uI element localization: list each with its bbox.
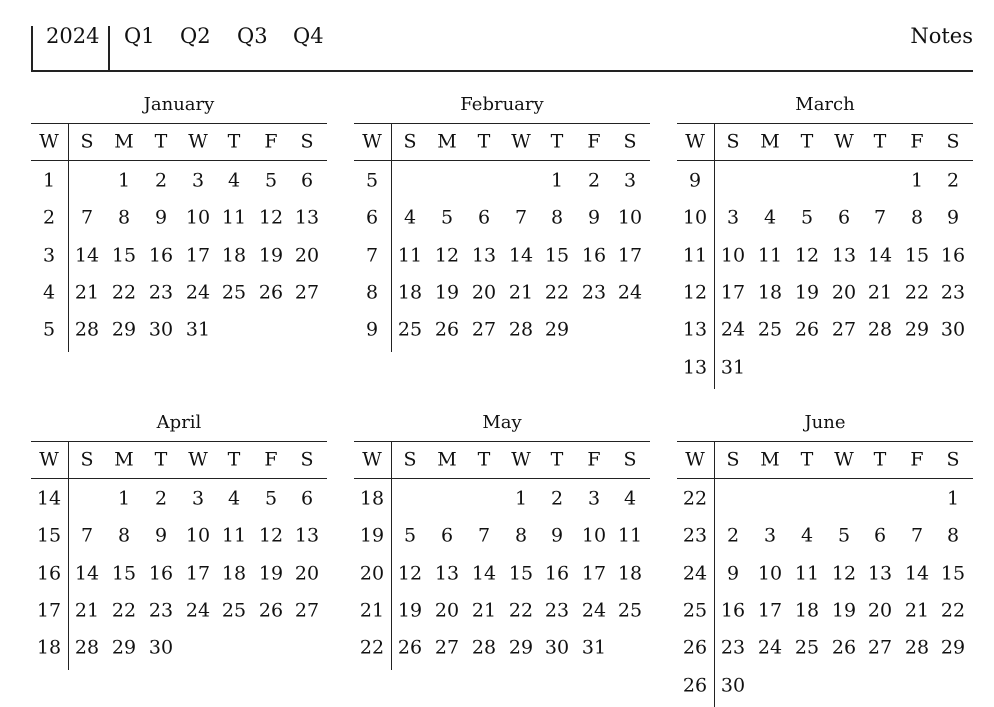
weekday-header: S — [403, 130, 417, 153]
day-cell[interactable]: 12 — [258, 206, 284, 229]
day-cell[interactable]: 8 — [117, 524, 131, 547]
day-cell[interactable]: 3 — [191, 487, 205, 510]
top-nav-bar — [31, 26, 973, 72]
week-number: 23 — [682, 524, 708, 547]
day-cell[interactable]: 11 — [757, 244, 783, 267]
weekday-header: F — [587, 448, 601, 471]
day-cell[interactable]: 7 — [873, 206, 887, 229]
day-cell[interactable]: 7 — [80, 524, 94, 547]
day-cell[interactable]: 3 — [763, 524, 777, 547]
day-cell[interactable]: 19 — [794, 281, 820, 304]
day-cell[interactable]: 8 — [550, 206, 564, 229]
week-number: 22 — [359, 636, 385, 659]
day-cell[interactable]: 6 — [300, 169, 314, 192]
day-cell[interactable]: 12 — [434, 244, 460, 267]
day-cell[interactable]: 22 — [508, 599, 534, 622]
day-cell[interactable]: 26 — [258, 599, 284, 622]
day-cell[interactable]: 21 — [508, 281, 534, 304]
day-cell[interactable]: 27 — [867, 636, 893, 659]
day-cell[interactable]: 19 — [831, 599, 857, 622]
weekday-header: T — [477, 130, 491, 153]
weekday-header: M — [760, 448, 780, 471]
day-cell[interactable]: 26 — [794, 318, 820, 341]
day-cell[interactable]: 20 — [434, 599, 460, 622]
week-number: 4 — [42, 281, 56, 304]
header-rule — [677, 478, 973, 479]
day-cell[interactable]: 7 — [477, 524, 491, 547]
day-cell[interactable]: 16 — [148, 562, 174, 585]
month-title[interactable]: May — [482, 412, 522, 433]
week-number: 1 — [42, 169, 56, 192]
week-number: 19 — [359, 524, 385, 547]
day-cell[interactable]: 5 — [837, 524, 851, 547]
weekday-header: W — [511, 448, 531, 471]
month-title[interactable]: February — [460, 94, 544, 115]
day-cell[interactable]: 26 — [258, 281, 284, 304]
week-number: 12 — [682, 281, 708, 304]
day-cell[interactable]: 29 — [111, 636, 137, 659]
day-cell[interactable]: 24 — [617, 281, 643, 304]
day-cell[interactable]: 28 — [471, 636, 497, 659]
day-cell[interactable]: 14 — [74, 244, 100, 267]
week-number: 5 — [365, 169, 379, 192]
day-cell[interactable]: 9 — [946, 206, 960, 229]
weekday-header: W — [685, 130, 705, 153]
day-cell[interactable]: 9 — [550, 524, 564, 547]
day-cell[interactable]: 22 — [940, 599, 966, 622]
day-cell[interactable]: 29 — [940, 636, 966, 659]
header-rule — [677, 160, 973, 161]
day-cell[interactable]: 8 — [910, 206, 924, 229]
day-cell[interactable]: 31 — [720, 356, 746, 378]
day-cell[interactable]: 12 — [794, 244, 820, 267]
weekday-header: S — [80, 448, 94, 471]
day-cell[interactable]: 27 — [471, 318, 497, 341]
day-cell[interactable]: 15 — [508, 562, 534, 585]
quarter-link-q1[interactable]: Q1 — [124, 24, 155, 48]
day-cell[interactable]: 25 — [221, 599, 247, 622]
day-cell[interactable]: 15 — [940, 562, 966, 585]
week-number: 9 — [688, 169, 702, 192]
day-cell[interactable]: 30 — [940, 318, 966, 341]
week-number: 22 — [682, 487, 708, 510]
day-cell[interactable]: 25 — [757, 318, 783, 341]
weekday-header: M — [114, 130, 134, 153]
day-cell[interactable]: 17 — [185, 562, 211, 585]
day-cell[interactable]: 5 — [403, 524, 417, 547]
week-number: 24 — [682, 562, 708, 585]
day-cell[interactable]: 6 — [477, 206, 491, 229]
day-cell[interactable]: 24 — [581, 599, 607, 622]
day-cell[interactable]: 18 — [221, 244, 247, 267]
week-number: 15 — [36, 524, 62, 547]
weekday-header: F — [264, 130, 278, 153]
day-cell[interactable]: 11 — [221, 206, 247, 229]
week-number: 13 — [682, 318, 708, 341]
weekday-header: T — [154, 130, 168, 153]
month-title[interactable]: June — [804, 412, 846, 433]
week-number: 14 — [36, 487, 62, 510]
day-cell[interactable]: 10 — [185, 524, 211, 547]
day-cell[interactable]: 28 — [74, 318, 100, 341]
weekday-header: S — [726, 130, 740, 153]
week-number: 26 — [682, 636, 708, 659]
day-cell[interactable]: 23 — [940, 281, 966, 304]
day-cell[interactable]: 25 — [221, 281, 247, 304]
day-cell[interactable]: 2 — [154, 169, 168, 192]
month-title[interactable]: March — [795, 94, 855, 115]
day-cell[interactable]: 10 — [581, 524, 607, 547]
day-cell[interactable]: 15 — [544, 244, 570, 267]
day-cell[interactable]: 3 — [587, 487, 601, 510]
day-cell[interactable]: 21 — [74, 599, 100, 622]
header-rule — [31, 160, 327, 161]
day-cell[interactable]: 23 — [148, 599, 174, 622]
day-cell[interactable]: 27 — [831, 318, 857, 341]
week-number: 26 — [682, 674, 708, 696]
day-cell[interactable]: 18 — [397, 281, 423, 304]
day-cell[interactable]: 9 — [587, 206, 601, 229]
month-top-rule — [31, 123, 327, 124]
weekday-header: S — [623, 130, 637, 153]
quarter-link-q4[interactable]: Q4 — [293, 24, 324, 48]
day-cell[interactable]: 10 — [185, 206, 211, 229]
day-cell[interactable]: 2 — [550, 487, 564, 510]
day-cell[interactable]: 2 — [946, 169, 960, 192]
weekday-header: T — [550, 448, 564, 471]
day-cell[interactable]: 14 — [904, 562, 930, 585]
header-rule — [354, 160, 650, 161]
weekday-header: F — [910, 448, 924, 471]
day-cell[interactable]: 8 — [946, 524, 960, 547]
week-number: 7 — [365, 244, 379, 267]
day-cell[interactable]: 17 — [757, 599, 783, 622]
day-cell[interactable]: 11 — [397, 244, 423, 267]
day-cell[interactable]: 5 — [264, 169, 278, 192]
weekday-header: F — [264, 448, 278, 471]
day-cell[interactable]: 10 — [757, 562, 783, 585]
week-column-rule — [391, 123, 392, 352]
day-cell[interactable]: 1 — [550, 169, 564, 192]
day-cell[interactable]: 9 — [726, 562, 740, 585]
weekday-header: T — [873, 448, 887, 471]
day-cell[interactable]: 19 — [397, 599, 423, 622]
day-cell[interactable]: 17 — [581, 562, 607, 585]
weekday-header: W — [188, 130, 208, 153]
weekday-header: W — [39, 448, 59, 471]
week-number: 21 — [359, 599, 385, 622]
weekday-header: W — [511, 130, 531, 153]
nav-divider — [31, 26, 33, 70]
month-top-rule — [677, 441, 973, 442]
day-cell[interactable]: 7 — [910, 524, 924, 547]
day-cell[interactable]: 21 — [74, 281, 100, 304]
weekday-header: S — [300, 448, 314, 471]
weekday-header: W — [39, 130, 59, 153]
week-number: 6 — [365, 206, 379, 229]
day-cell[interactable]: 16 — [581, 244, 607, 267]
day-cell[interactable]: 23 — [544, 599, 570, 622]
week-number: 5 — [42, 318, 56, 341]
day-cell[interactable]: 8 — [514, 524, 528, 547]
day-cell[interactable]: 18 — [794, 599, 820, 622]
day-cell[interactable]: 29 — [544, 318, 570, 341]
day-cell[interactable]: 14 — [867, 244, 893, 267]
header-rule — [354, 478, 650, 479]
day-cell[interactable]: 28 — [74, 636, 100, 659]
day-cell[interactable]: 26 — [434, 318, 460, 341]
week-column-rule — [391, 441, 392, 670]
quarter-link-q2[interactable]: Q2 — [180, 24, 211, 48]
day-cell[interactable]: 5 — [800, 206, 814, 229]
day-cell[interactable]: 23 — [720, 636, 746, 659]
day-cell[interactable]: 23 — [148, 281, 174, 304]
month-top-rule — [31, 441, 327, 442]
day-cell[interactable]: 4 — [623, 487, 637, 510]
day-cell[interactable]: 13 — [294, 206, 320, 229]
day-cell[interactable]: 30 — [720, 674, 746, 696]
day-cell[interactable]: 19 — [258, 562, 284, 585]
notes-link[interactable]: Notes — [910, 24, 973, 48]
weekday-header: S — [80, 130, 94, 153]
week-column-rule — [68, 441, 69, 670]
weekday-header: T — [550, 130, 564, 153]
day-cell[interactable]: 28 — [508, 318, 534, 341]
day-cell[interactable]: 7 — [80, 206, 94, 229]
day-cell[interactable]: 11 — [794, 562, 820, 585]
day-cell[interactable]: 15 — [111, 562, 137, 585]
day-cell[interactable]: 21 — [471, 599, 497, 622]
weekday-header: T — [227, 448, 241, 471]
day-cell[interactable]: 11 — [617, 524, 643, 547]
day-cell[interactable]: 17 — [185, 244, 211, 267]
week-number: 13 — [682, 356, 708, 378]
day-cell[interactable]: 27 — [294, 599, 320, 622]
day-cell[interactable]: 3 — [623, 169, 637, 192]
week-number: 20 — [359, 562, 385, 585]
day-cell[interactable]: 22 — [544, 281, 570, 304]
weekday-header: S — [403, 448, 417, 471]
day-cell[interactable]: 13 — [471, 244, 497, 267]
weekday-header: M — [114, 448, 134, 471]
weekday-header: W — [834, 448, 854, 471]
day-cell[interactable]: 25 — [397, 318, 423, 341]
quarter-link-q3[interactable]: Q3 — [237, 24, 268, 48]
day-cell[interactable]: 12 — [831, 562, 857, 585]
weekday-header: S — [946, 448, 960, 471]
day-cell[interactable]: 30 — [148, 318, 174, 341]
day-cell[interactable]: 16 — [720, 599, 746, 622]
week-number: 9 — [365, 318, 379, 341]
day-cell[interactable]: 4 — [227, 487, 241, 510]
weekday-header: W — [362, 448, 382, 471]
day-cell[interactable]: 11 — [221, 524, 247, 547]
day-cell[interactable]: 6 — [873, 524, 887, 547]
day-cell[interactable]: 4 — [800, 524, 814, 547]
month-title[interactable]: January — [143, 94, 215, 115]
day-cell[interactable]: 26 — [397, 636, 423, 659]
day-cell[interactable]: 20 — [471, 281, 497, 304]
week-number: 3 — [42, 244, 56, 267]
weekday-header: S — [946, 130, 960, 153]
month-top-rule — [354, 441, 650, 442]
day-cell[interactable]: 25 — [794, 636, 820, 659]
day-cell[interactable]: 29 — [904, 318, 930, 341]
weekday-header: M — [437, 448, 457, 471]
day-cell[interactable]: 16 — [940, 244, 966, 267]
weekday-header: S — [623, 448, 637, 471]
day-cell[interactable]: 16 — [148, 244, 174, 267]
day-cell[interactable]: 8 — [117, 206, 131, 229]
day-cell[interactable]: 7 — [514, 206, 528, 229]
day-cell[interactable]: 10 — [617, 206, 643, 229]
day-cell[interactable]: 1 — [946, 487, 960, 510]
day-cell[interactable]: 30 — [544, 636, 570, 659]
day-cell[interactable]: 29 — [111, 318, 137, 341]
day-cell[interactable]: 13 — [294, 524, 320, 547]
day-cell[interactable]: 1 — [117, 169, 131, 192]
day-cell[interactable]: 5 — [264, 487, 278, 510]
day-cell[interactable]: 20 — [294, 562, 320, 585]
week-number: 2 — [42, 206, 56, 229]
day-cell[interactable]: 6 — [440, 524, 454, 547]
day-cell[interactable]: 2 — [587, 169, 601, 192]
weekday-header: M — [760, 130, 780, 153]
month-top-rule — [677, 123, 973, 124]
day-cell[interactable]: 2 — [726, 524, 740, 547]
day-cell[interactable]: 12 — [397, 562, 423, 585]
week-number: 16 — [36, 562, 62, 585]
day-cell[interactable]: 21 — [904, 599, 930, 622]
day-cell[interactable]: 20 — [831, 281, 857, 304]
week-number: 25 — [682, 599, 708, 622]
weekday-header: S — [300, 130, 314, 153]
day-cell[interactable]: 24 — [720, 318, 746, 341]
day-cell[interactable]: 18 — [617, 562, 643, 585]
day-cell[interactable]: 12 — [258, 524, 284, 547]
week-number: 8 — [365, 281, 379, 304]
weekday-header: W — [834, 130, 854, 153]
day-cell[interactable]: 20 — [294, 244, 320, 267]
week-number: 11 — [682, 244, 708, 267]
weekday-header: W — [188, 448, 208, 471]
nav-divider — [108, 26, 110, 70]
day-cell[interactable]: 18 — [757, 281, 783, 304]
day-cell[interactable]: 3 — [191, 169, 205, 192]
weekday-header: W — [362, 130, 382, 153]
day-cell[interactable]: 4 — [763, 206, 777, 229]
day-cell[interactable]: 14 — [74, 562, 100, 585]
day-cell[interactable]: 4 — [227, 169, 241, 192]
week-number: 10 — [682, 206, 708, 229]
day-cell[interactable]: 10 — [720, 244, 746, 267]
day-cell[interactable]: 13 — [434, 562, 460, 585]
day-cell[interactable]: 24 — [185, 599, 211, 622]
day-cell[interactable]: 20 — [867, 599, 893, 622]
day-cell[interactable]: 4 — [403, 206, 417, 229]
weekday-header: T — [227, 130, 241, 153]
weekday-header: T — [800, 130, 814, 153]
day-cell[interactable]: 30 — [148, 636, 174, 659]
day-cell[interactable]: 26 — [831, 636, 857, 659]
day-cell[interactable]: 23 — [581, 281, 607, 304]
day-cell[interactable]: 1 — [910, 169, 924, 192]
day-cell[interactable]: 13 — [831, 244, 857, 267]
day-cell[interactable]: 14 — [471, 562, 497, 585]
day-cell[interactable]: 6 — [300, 487, 314, 510]
day-cell[interactable]: 15 — [904, 244, 930, 267]
month-title[interactable]: April — [156, 412, 202, 433]
day-cell[interactable]: 2 — [154, 487, 168, 510]
week-number: 18 — [359, 487, 385, 510]
day-cell[interactable]: 14 — [508, 244, 534, 267]
weekday-header: S — [726, 448, 740, 471]
day-cell[interactable]: 22 — [111, 281, 137, 304]
day-cell[interactable]: 1 — [514, 487, 528, 510]
day-cell[interactable]: 22 — [904, 281, 930, 304]
header-rule — [31, 478, 327, 479]
month-top-rule — [354, 123, 650, 124]
weekday-header: F — [910, 130, 924, 153]
day-cell[interactable]: 17 — [617, 244, 643, 267]
weekday-header: T — [477, 448, 491, 471]
day-cell[interactable]: 27 — [434, 636, 460, 659]
day-cell[interactable]: 15 — [111, 244, 137, 267]
week-number: 18 — [36, 636, 62, 659]
day-cell[interactable]: 27 — [294, 281, 320, 304]
day-cell[interactable]: 31 — [581, 636, 607, 659]
weekday-header: W — [685, 448, 705, 471]
day-cell[interactable]: 1 — [117, 487, 131, 510]
day-cell[interactable]: 21 — [867, 281, 893, 304]
day-cell[interactable]: 22 — [111, 599, 137, 622]
day-cell[interactable]: 13 — [867, 562, 893, 585]
year-link[interactable]: 2024 — [46, 24, 100, 48]
weekday-header: T — [800, 448, 814, 471]
day-cell[interactable]: 19 — [258, 244, 284, 267]
day-cell[interactable]: 25 — [617, 599, 643, 622]
day-cell[interactable]: 28 — [904, 636, 930, 659]
week-number: 17 — [36, 599, 62, 622]
day-cell[interactable]: 18 — [221, 562, 247, 585]
day-cell[interactable]: 6 — [837, 206, 851, 229]
day-cell[interactable]: 28 — [867, 318, 893, 341]
weekday-header: F — [587, 130, 601, 153]
weekday-header: T — [873, 130, 887, 153]
day-cell[interactable]: 19 — [434, 281, 460, 304]
day-cell[interactable]: 24 — [185, 281, 211, 304]
day-cell[interactable]: 29 — [508, 636, 534, 659]
weekday-header: T — [154, 448, 168, 471]
day-cell[interactable]: 17 — [720, 281, 746, 304]
day-cell[interactable]: 16 — [544, 562, 570, 585]
day-cell[interactable]: 5 — [440, 206, 454, 229]
day-cell[interactable]: 3 — [726, 206, 740, 229]
day-cell[interactable]: 9 — [154, 524, 168, 547]
day-cell[interactable]: 9 — [154, 206, 168, 229]
day-cell[interactable]: 31 — [185, 318, 211, 341]
week-column-rule — [68, 123, 69, 352]
weekday-header: M — [437, 130, 457, 153]
day-cell[interactable]: 24 — [757, 636, 783, 659]
